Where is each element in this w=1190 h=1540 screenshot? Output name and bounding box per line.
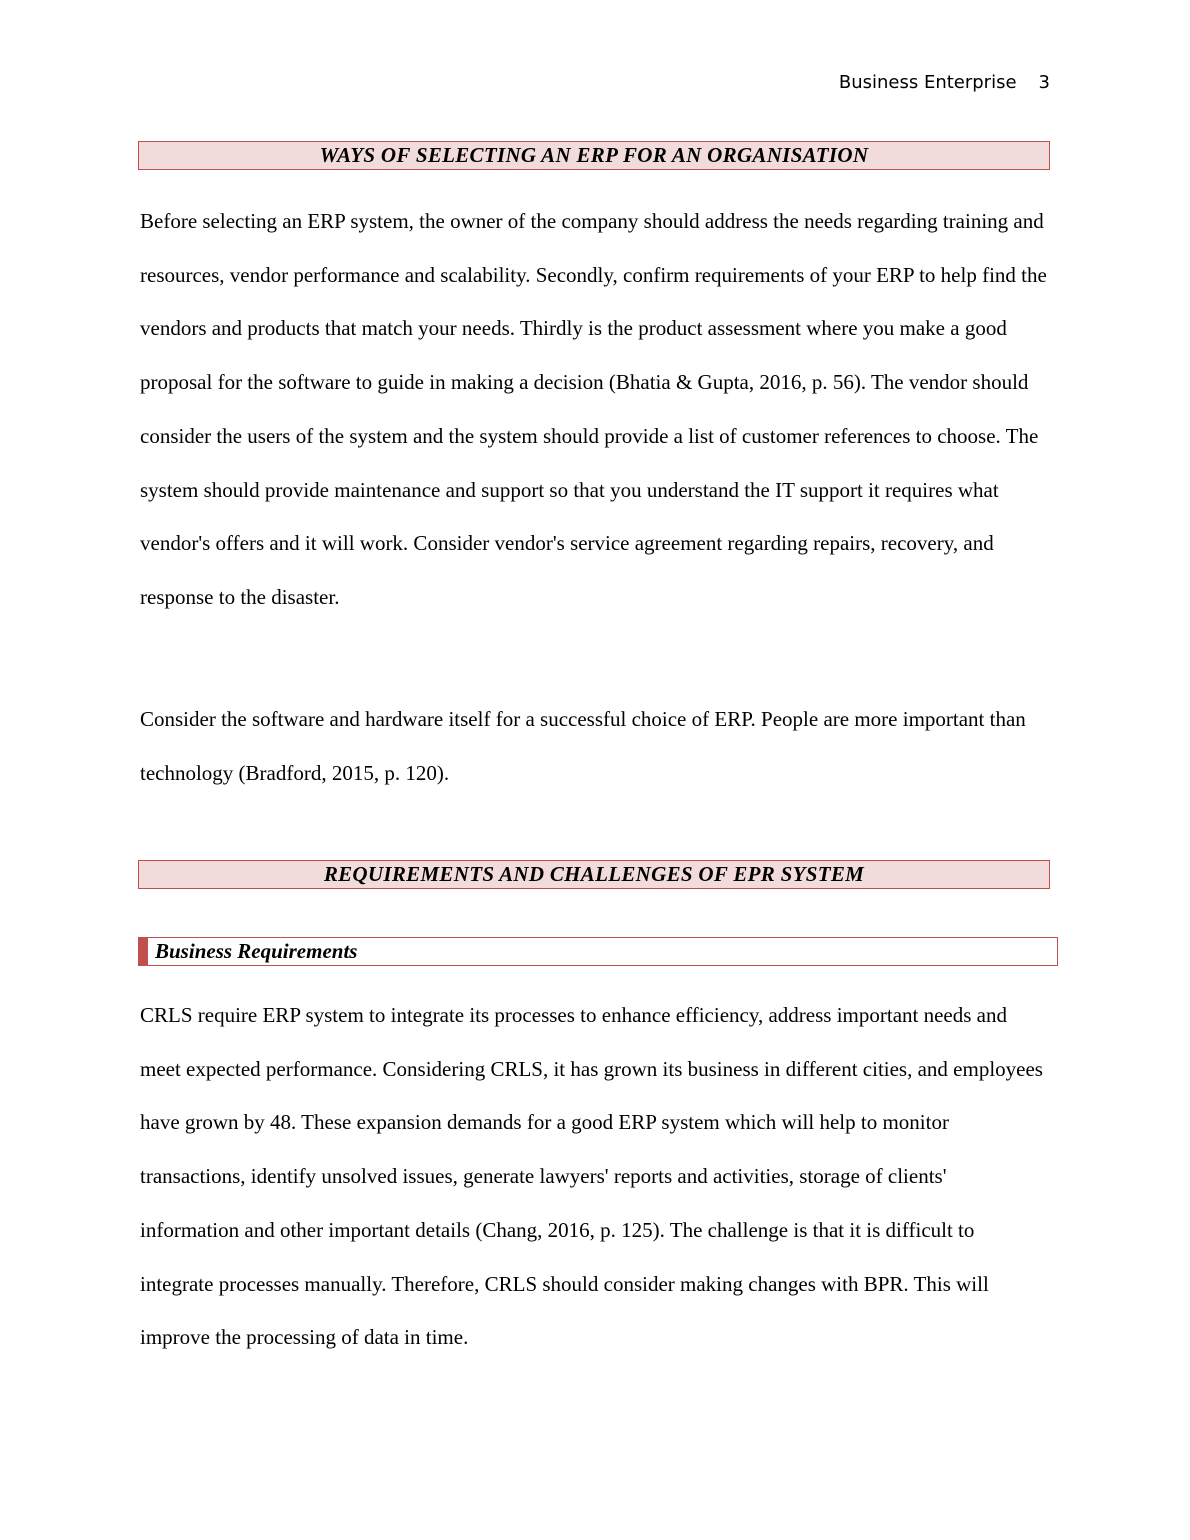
running-header <box>839 72 1050 93</box>
subheading-label: Business Requirements <box>155 939 358 963</box>
running-title: Business Enterprise <box>838 72 1017 93</box>
section-heading-erp-selection: WAYS OF SELECTING AN ERP FOR AN ORGANISATION <box>138 141 1050 170</box>
section-heading-requirements: REQUIREMENTS AND CHALLENGES OF EPR SYSTEM <box>138 860 1050 889</box>
page-number: 3 <box>1038 72 1050 93</box>
body-paragraph: Consider the software and hardware itself for a successful choice of ERP. People are more important than technology (Bradford, 2015, p. 120). <box>140 707 1026 785</box>
body-paragraph: CRLS require ERP system to integrate its processes to enhance efficiency, address important needs and meet expected performance. Considering CRLS, it has grown its business in different cities, and employees have grown by 48. These expansion demands for a good ERP system which will help to monitor transactions, identify unsolved issues, generate lawyers' reports and activities, storage of clients' information and other important details (Chang, 2016, p. 125). The challenge is that it is difficult to integrate processes manually. Therefore, CRLS should consider making changes with BPR. This will improve the processing of data in time. <box>140 1003 1043 1350</box>
subheading-accent-bar <box>139 938 148 965</box>
subheading-business-requirements <box>138 937 1058 966</box>
body-paragraph: Before selecting an ERP system, the owner of the company should address the needs regarding training and resources, vendor performance and scalability. Secondly, confirm requirements of your ERP to help find the vendors and products that match your needs. Thirdly is the product assessment where you make a good proposal for the software to guide in making a decision (Bhatia & Gupta, 2016, p. 56). The vendor should consider the users of the system and the system should provide a list of customer references to choose. The system should provide maintenance and support so that you understand the IT support it requires what vendor's offers and it will work. Consider vendor's service agreement regarding repairs, recovery, and response to the disaster. <box>140 209 1047 609</box>
